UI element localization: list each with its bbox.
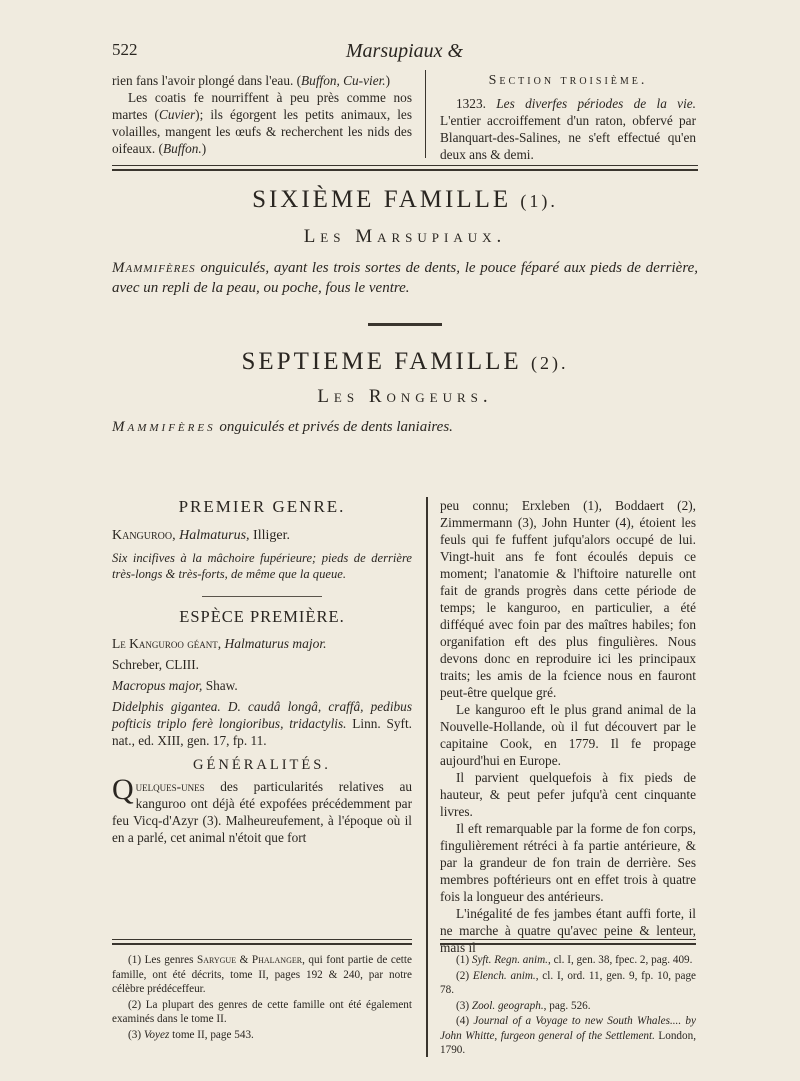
footnote-rule-right [440, 939, 696, 945]
right-paragraph-3: Il parvient quelquefois à fix pieds de hauteur, & peut pefer jufqu'à cent cinquante livres. [440, 770, 696, 819]
column-divider-main [426, 497, 428, 1057]
family-subtitle-7: Les Rongeurs. [317, 386, 493, 407]
species-heading: ESPÈCE PREMIÈRE. [179, 607, 345, 626]
right-paragraph-5: L'inégalité de fes jambes étant auffi forte, il ne marche à quatre qu'avec peine & lenteur, mais il [440, 906, 696, 955]
footnote: (3) Voyez tome II, page 543. [128, 1028, 254, 1041]
top-left-paragraph-1: rien fans l'avoir plongé dans l'eau. (Buffon, Cu-vier.) [112, 73, 391, 88]
top-right-paragraph: 1323. Les diverfes périodes de la vie. L'entier accroiffement d'un raton, obfervé par Blanquart-des-Salines, ne s'eft effectué qu'en deux ans & demi. [440, 96, 696, 162]
synonym-1: Schreber, CLIII. [112, 657, 199, 672]
synonym-3: Didelphis gigantea. D. caudâ longâ, craffâ, pedibus pofticis triplo ferè longioribus, tridactylis. Linn. Syft. nat., ed. XIII, gen. 17, fp. 11. [112, 699, 412, 748]
right-paragraph-2: Le kanguroo eft le plus grand animal de la Nouvelle-Hollande, où il fut découvert par le capitaine Cook, en 1779. Il fe propage aujourd'hui en Europe. [440, 702, 696, 768]
footnotes-left [112, 953, 412, 1043]
genre-description: Six incifives à la mâchoire fupérieure; pieds de derrière très-longs & très-forts, de même que la queue. [112, 551, 412, 581]
family-description-7: Mammifères onguiculés et privés de dents laniaires. [112, 419, 453, 435]
right-paragraph-4: Il eft remarquable par la forme de fon corps, fingulièrement rétréci à fa partie antérieure, & par la grandeur de fon train de derrière. Ses membres poftérieurs ont en effet trois à quatre fois la longueur des antérieurs. [440, 821, 696, 904]
footnote: (4) Journal of a Voyage to new South Whales.... by John Whitte, furgeon general of the Settlement. London, 1790. [440, 1015, 697, 1056]
top-right-text [440, 72, 696, 163]
drop-cap: Q [112, 773, 134, 806]
section-heading: Section troisième. [488, 73, 648, 88]
generalites-heading: GÉNÉRALITÉS. [193, 757, 331, 773]
double-rule [112, 165, 698, 171]
footnote-ref: (1). [520, 191, 558, 211]
column-divider-top [425, 70, 426, 158]
footnote-rule-left [112, 939, 412, 945]
footnote: (2) La plupart des genres de cette famille ont été également examinés dans le tome II. [112, 998, 412, 1025]
footnote-ref: (2). [530, 353, 569, 373]
family-heading-6: SIXIÈME FAMILLE (1). [252, 186, 558, 213]
right-paragraph-1: peu connu; Erxleben (1), Boddaert (2), Zimmermann (3), John Hunter (4), étoient les feuls qui fe fuffent jufqu'alors occupé de lui. Vingt-huit ans fe font écoulés depuis ce moment; l'anatomie & l'hiftoire naturelle ont fait de grands progrès dans cette période de temps; le kanguroo, en particulier, a été difféqué avec foin par des maîtres habiles; fon organifation eft des plus fingulières. Nous devons donc en reproduire ici les principaux traits; les amis de la fcience nous en fauront peut-être quelque gré. [440, 498, 696, 700]
left-column [112, 497, 412, 846]
citation: Buffon. [162, 141, 202, 156]
footnotes-right [440, 953, 696, 1059]
citation: Cuvier [158, 107, 196, 122]
family-heading-7: SEPTIEME FAMILLE (2). [241, 348, 569, 375]
footnote: (1) Les genres Sarygue & Phalanger, qui font partie de cette famille, ont été décrits, tome II, pages 192 & 240, par notre célèbre prédéceffeur. [112, 954, 412, 995]
top-left-paragraph-2: Les coatis fe nourriffent à peu près comme nos martes (Cuvier); ils égorgent les petits animaux, les volailles, mangent les œufs & recherchent les nids des oifeaux. (Buffon.) [112, 90, 412, 156]
footnote: (3) Zool. geograph., pag. 526. [456, 999, 591, 1012]
body-paragraph: Quelques-unes des particularités relatives au kanguroo ont déjà été expofées précédemment par feu Vicq-d'Azyr (3). Malheureufement, à l'époque où il en a parlé, cet animal n'étoit que fort [112, 773, 412, 845]
genre-heading: PREMIER GENRE. [178, 497, 346, 516]
small-rule [202, 596, 322, 597]
page-number: 522 [112, 40, 138, 59]
top-left-text [112, 72, 412, 157]
genre-name: Kanguroo, Halmaturus, Illiger. [112, 528, 290, 543]
running-header [112, 40, 697, 64]
family-subtitle-6: Les Marsupiaux. [303, 226, 507, 247]
running-title: Marsupiaux & [345, 40, 464, 62]
footnote: (1) Syft. Regn. anim., cl. I, gen. 38, fpec. 2, pag. 409. [456, 954, 693, 966]
footnote: (2) Elench. anim., cl. I, ord. 11, gen. 9, fp. 10, page 78. [440, 969, 697, 996]
synonym-2: Macropus major, Shaw. [112, 678, 238, 693]
family-description-6: Mammifères onguiculés, ayant les trois sortes de dents, le pouce féparé aux pieds de derrière, avec un repli de la peau, ou poche, fous le ventre. [112, 260, 699, 296]
species-name: Le Kanguroo géant, Halmaturus major. [112, 636, 327, 651]
right-column [440, 497, 696, 956]
separator-rule [368, 323, 442, 326]
citation: Buffon, Cu-vier. [301, 73, 386, 88]
paragraph-title: Les diverfes périodes de la vie. [496, 96, 696, 111]
